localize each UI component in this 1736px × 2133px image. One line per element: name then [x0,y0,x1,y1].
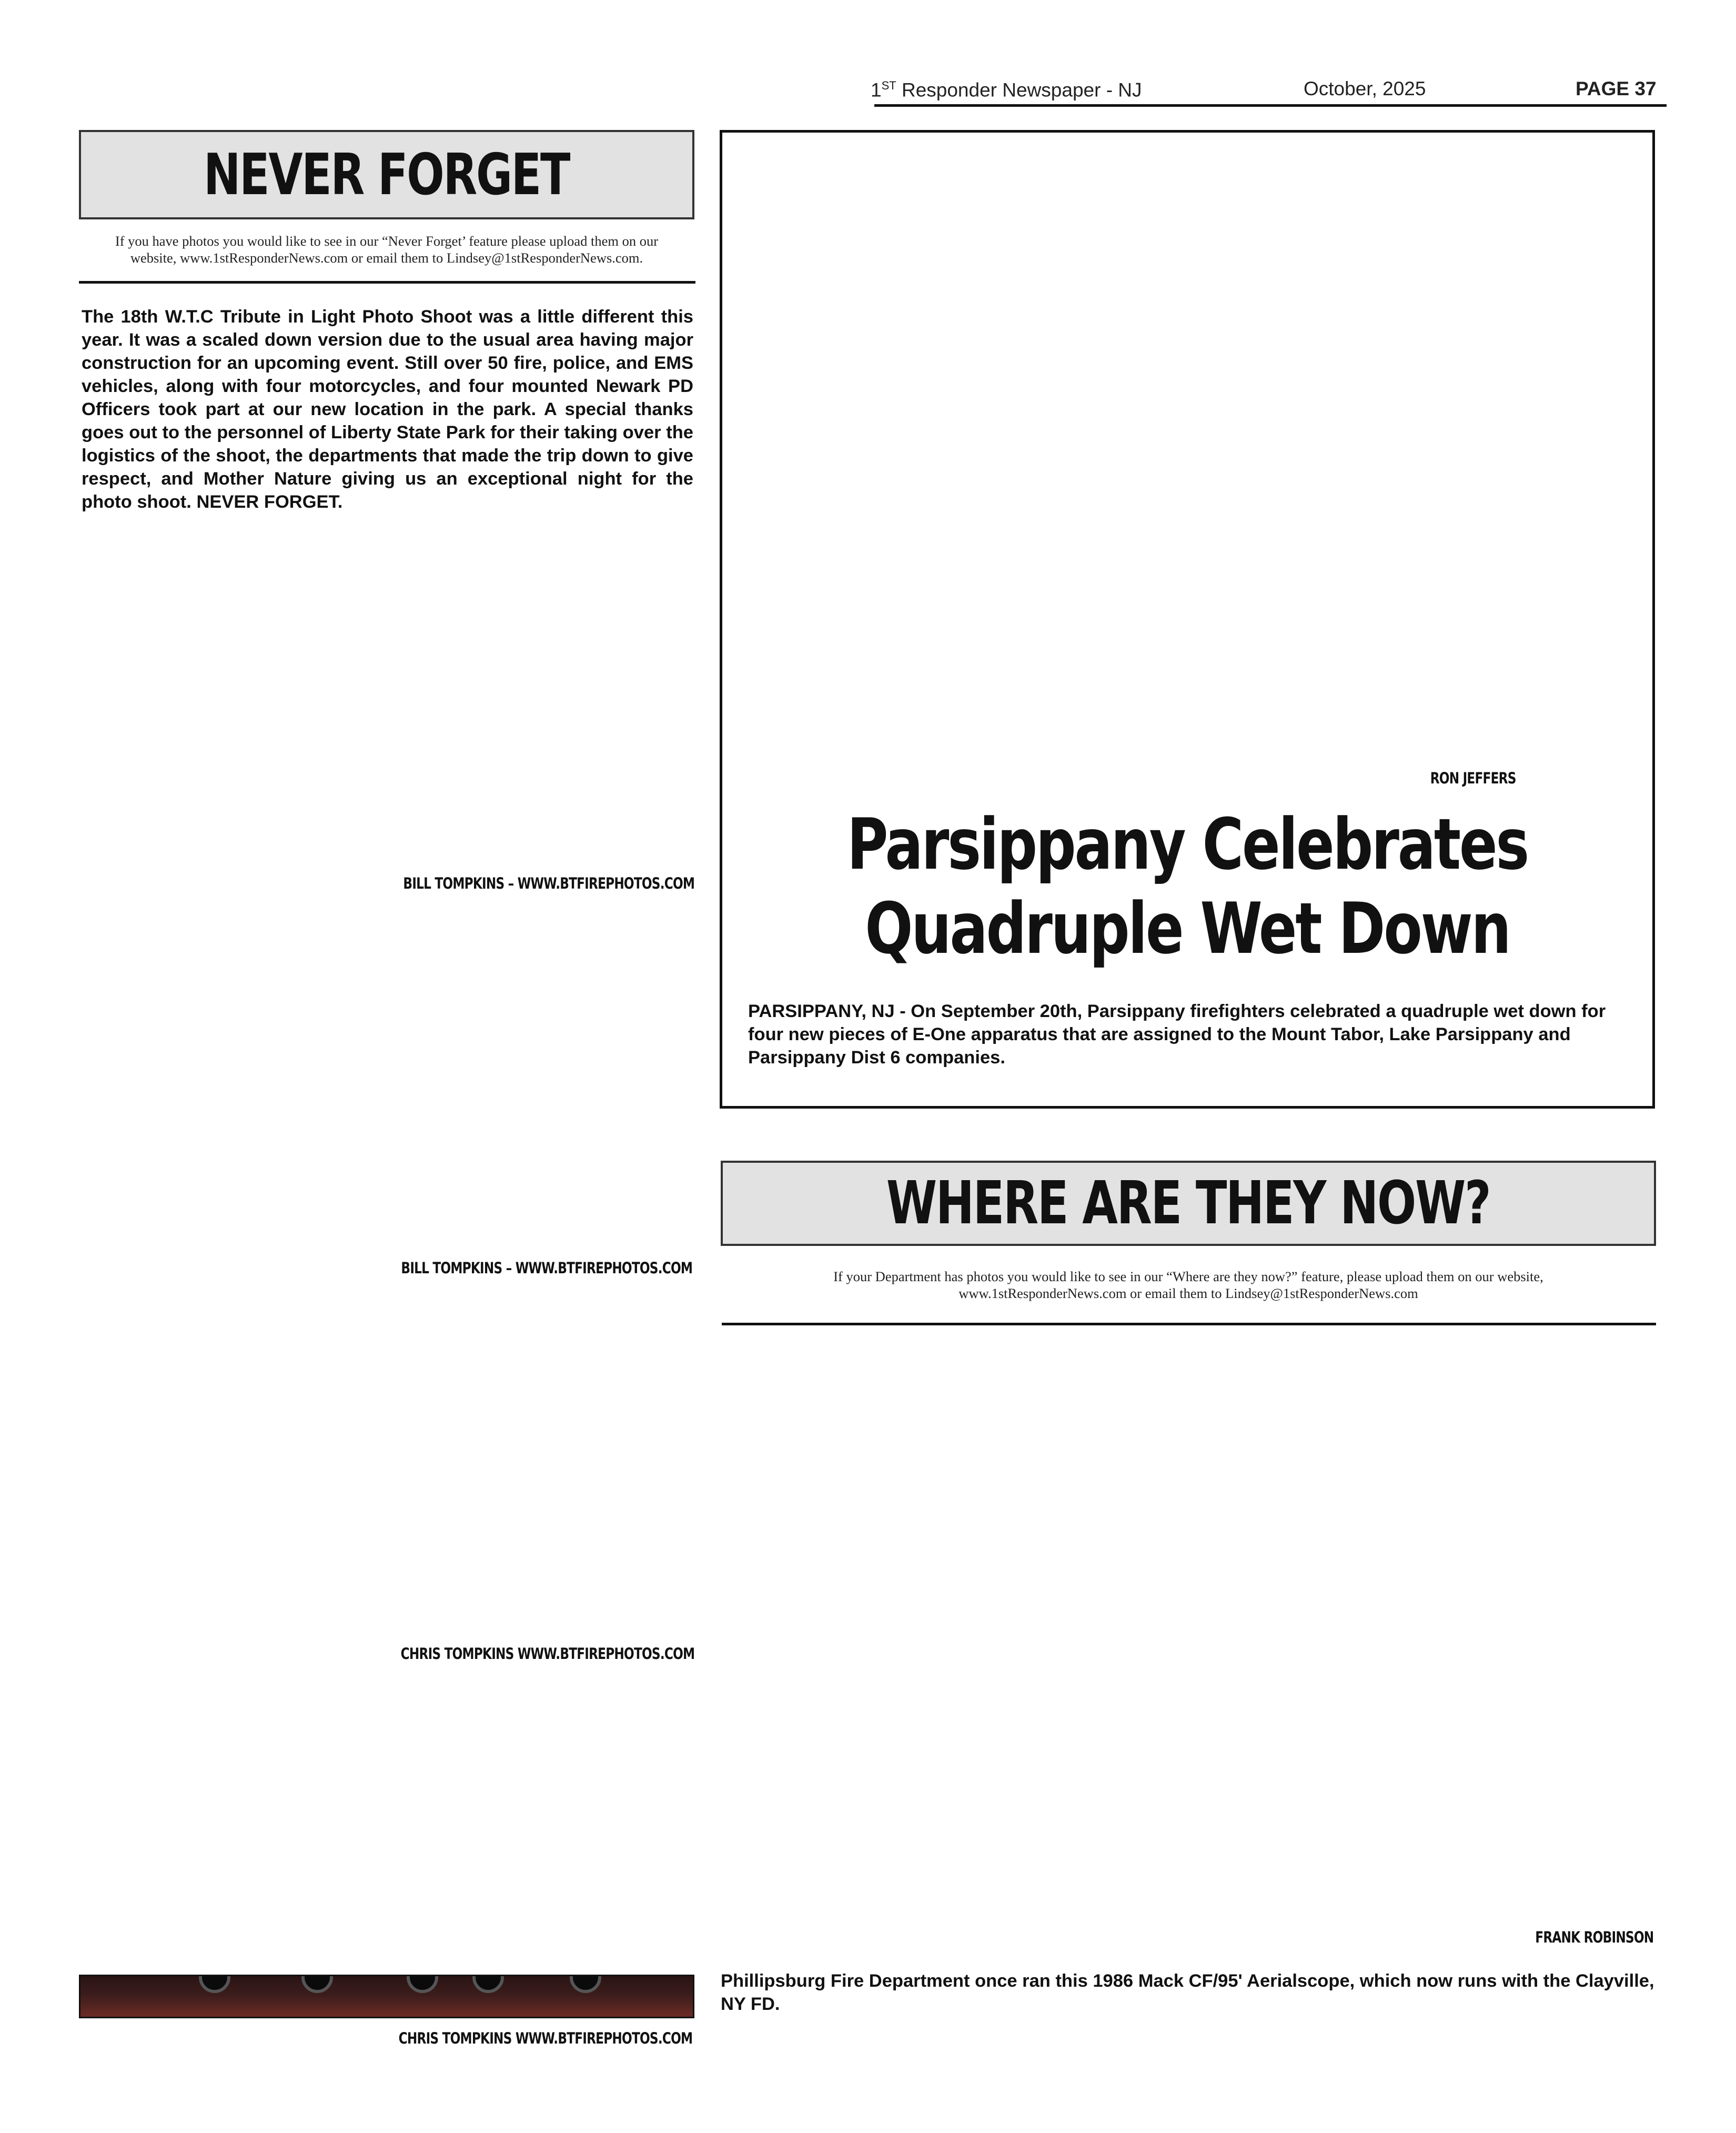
page-number: PAGE 37 [1576,78,1657,99]
parsippany-article: PARSIPPANY, NJ - On September 20th, Parsippany firefighters celebrated a quadruple wet down for four new pieces of E-One apparatus that are assigned to the Mount Tabor, Lake Parsippany and Parsippany Dist 6 companies. [748,1001,1606,1068]
vehicle-wheel [570,1975,601,1993]
photo-credit: BILL TOMPKINS – WWW.BTFIREPHOTOS.COM [403,874,694,892]
issue-date: October, 2025 [1304,78,1426,99]
newspaper-name: 1ST Responder Newspaper - NJ [871,79,1142,101]
photo-credit: BILL TOMPKINS – WWW.BTFIREPHOTOS.COM [401,1259,692,1277]
where-are-they-rule [722,1323,1656,1325]
never-forget-title: NEVER FORGET [204,142,570,208]
where-are-they-title: WHERE ARE THEY NOW? [886,1169,1490,1237]
where-are-they-banner [721,1161,1656,1246]
header-rule [874,104,1667,107]
parsippany-headline: Parsippany Celebrates Quadruple Wet Down [846,803,1528,970]
vehicle-wheel [301,1975,333,1993]
photo-credit: CHRIS TOMPKINS WWW.BTFIREPHOTOS.COM [398,2029,692,2047]
photo-credit: RON JEFFERS [1430,769,1516,787]
where-are-they-caption: Phillipsburg Fire Department once ran this 1986 Mack CF/95' Aerialscope, which now runs with the Clayville, NY FD. [721,1971,1654,2014]
vehicle-wheel [199,1975,230,1993]
where-are-they-note: If your Department has photos you would like to see in our “Where are they now?” feature, please upload them on our website, www.1stResponderNews.com or email them to Lindsey@1stResponderNews.com [833,1269,1543,1301]
never-forget-banner [79,130,694,219]
vehicle-wheel [407,1975,438,1993]
never-forget-rule [79,281,695,284]
never-forget-note: If you have photos you would like to see in our “Never Forget’ feature please upload them on our website, www.1stResponderNews.com or email them to Lindsey@1stResponderNews.com. [115,233,659,266]
photo-strip [79,1975,694,2018]
photo-credit: FRANK ROBINSON [1535,1928,1653,1946]
vehicle-wheel [472,1975,504,1993]
photo-credit: CHRIS TOMPKINS WWW.BTFIREPHOTOS.COM [400,1645,694,1663]
never-forget-article: The 18th W.T.C Tribute in Light Photo Shoot was a little different this year. It was a scaled down version due to the usual area having major construction for an upcoming event. Still over 50 fire, police, and EMS vehicles, along with four motorcycles, and four mounted Newark PD Officers took part at our new location in the park. A special thanks goes out to the personnel of Liberty State Park for their taking over the logistics of the shoot, the departments that made the trip down to give respect, and Mother Nature giving us an exceptional night for the photo shoot. NEVER FORGET. [82,307,693,512]
